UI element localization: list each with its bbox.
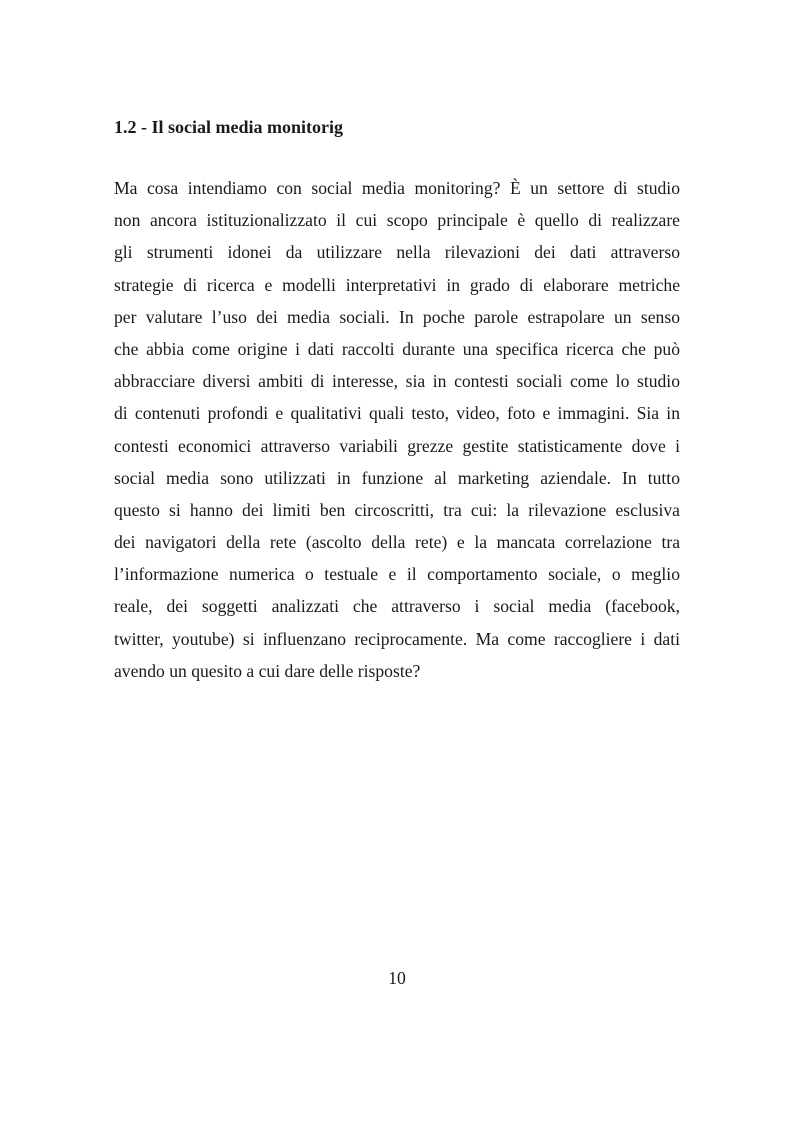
paragraph-line: che abbia come origine i dati raccolti durante una specifica ricerca che può [114, 338, 680, 359]
paragraph-line: dei navigatori della rete (ascolto della rete) e la mancata correlazione tra [114, 532, 680, 553]
paragraph-line: social media sono utilizzati in funzione al marketing aziendale. In tutto [114, 467, 680, 488]
page-number: 10 [388, 968, 406, 988]
paragraph-line: twitter, youtube) si influenzano reciprocamente. Ma come raccogliere i dati [114, 628, 680, 649]
paragraph-line: contesti economici attraverso variabili grezze gestite statisticamente dove i [114, 435, 680, 456]
paragraph-line: abbracciare diversi ambiti di interesse, sia in contesti sociali come lo studio [114, 371, 680, 392]
paragraph-line: di contenuti profondi e qualitativi quali testo, video, foto e immagini. Sia in [114, 403, 680, 424]
paragraph-line: per valutare l’uso dei media sociali. In poche parole estrapolare un senso [114, 306, 680, 327]
paragraph-line: avendo un quesito a cui dare delle risposte? [114, 660, 421, 681]
paragraph-line: reale, dei soggetti analizzati che attraverso i social media (facebook, [114, 596, 680, 617]
paragraph-line: Ma cosa intendiamo con social media monitoring? È un settore di studio [114, 178, 680, 198]
section-title: 1.2 - Il social media monitorig [114, 117, 343, 137]
paragraph-line: strategie di ricerca e modelli interpretativi in grado di elaborare metriche [114, 274, 680, 295]
paragraph-line: non ancora istituzionalizzato il cui scopo principale è quello di realizzare [114, 210, 680, 231]
paragraph-line: gli strumenti idonei da utilizzare nella rilevazioni dei dati attraverso [114, 242, 680, 263]
body-paragraph [114, 174, 680, 689]
paragraph-line: l’informazione numerica o testuale e il comportamento sociale, o meglio [114, 564, 680, 585]
paragraph-line: questo si hanno dei limiti ben circoscritti, tra cui: la rilevazione esclusiva [114, 499, 680, 520]
